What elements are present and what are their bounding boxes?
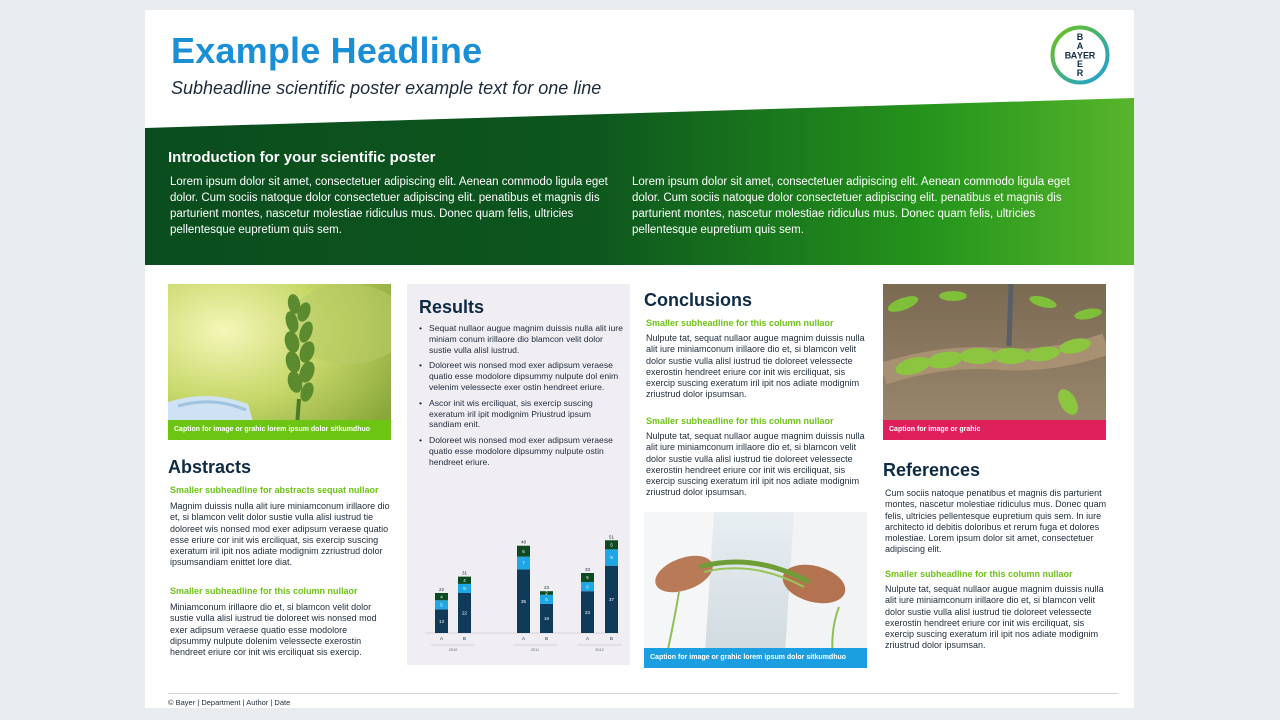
abstracts-subheadline-1: Smaller subheadline for abstracts sequat nullaor: [170, 485, 379, 495]
hands-photo: [644, 512, 867, 668]
chart-category-label: A: [585, 636, 590, 641]
chart-group-label: 2012: [595, 648, 604, 652]
footer-text: © Bayer | Department | Author | Date: [168, 698, 291, 707]
chart-total-label: 31: [461, 570, 468, 576]
chart-segment-label: 5: [610, 542, 613, 548]
chart-segment-label: 35: [520, 598, 527, 604]
intro-text-right: Lorem ipsum dolor sit amet, consectetuer adipiscing elit. Aenean commodo ligula eget dolor. Cum sociis natoque dolor consectetuer adipiscing elit. penatibus et magnis dis parturient montes, nascetur molestiae ridiculus mus. Donec quam felis, ultricies pellentesque eupretium quis sem.: [632, 176, 1070, 236]
abstracts-subheadline-2: Smaller subheadline for this column nullaor: [170, 586, 358, 596]
results-bullet: • Doloreet wis nonsed mod exer adipsum veraese quatio esse modolore dipsummy nulpute ostin hendreet eriure.: [419, 435, 623, 467]
results-title: Results: [419, 297, 485, 317]
chart-category-label: B: [462, 636, 467, 641]
chart-segment-label: 4: [440, 594, 443, 600]
chart-segment-label: 6: [522, 548, 525, 554]
sprouts-caption: Caption for image or grahic: [883, 420, 1106, 440]
references-text-1: Cum sociis natoque penatibus et magnis dis parturient montes, nascetur molestiae ridiculus mus. Donec quam felis, ultricies pellentesque eupretium quis sem. In iure architecto id debitis doloribus et rerum fuga et dolores molestiae. Lorem ipsum dolor sit amet, consectetuer adipiscing elit.: [885, 488, 1107, 555]
conclusions-text-1: Nulpute tat, sequat nullaor augue magnim duissis nulla alit iure miniamconum irillaore dio et, si blamcon velit dolor sustie vulla alisl iustrud tie doloreet velessecte exerostin hendreet eriure cor init wis erciliquat, sis exercip suscing exeratum iril ipit nos adiate modignim zriustrud dolor ipsumsan.: [646, 333, 865, 400]
chart-total-label: 22: [438, 587, 445, 592]
wheat-image: [168, 284, 391, 440]
intro-text-left: Lorem ipsum dolor sit amet, consectetuer adipiscing elit. Aenean commodo ligula eget dolor. Cum sociis natoque dolor consectetuer adipiscing elit. penatibus et magnis dis parturient montes, nascetur molestiae ridiculus mus. Donec quam felis, ultricies pellentesque eupretium quis sem.: [170, 176, 608, 236]
conclusions-title: Conclusions: [644, 290, 753, 310]
chart-category-label: B: [544, 636, 549, 641]
svg-text:Y: Y: [1076, 50, 1084, 61]
references-text-2: Nulpute tat, sequat nullaor augue magnim duissis nulla alit iure miniamconum irillaore dio et, si blamcon velit dolor sustie vulla alisl iustrud tie doloreet velessecte exerostin hendreet eriure cor init wis erciliquat, sis exercip suscing exeratum iril ipit nos adiate modignim zriustrud dolor ipsumsan.: [885, 584, 1104, 651]
svg-text:R: R: [1076, 68, 1084, 78]
chart-segment-label: 5: [440, 602, 443, 608]
chart-segment-label: 5: [463, 586, 466, 592]
chart-segment-label: 13: [438, 618, 445, 624]
chart-segment-label: 23: [584, 609, 591, 615]
chart-category-label: B: [609, 636, 614, 641]
wheat-photo: [168, 284, 391, 440]
chart-segment-label: 2: [545, 590, 548, 596]
abstracts-title: Abstracts: [168, 457, 252, 477]
chart-total-label: 23: [543, 585, 550, 591]
svg-text:R: R: [1088, 50, 1096, 61]
footer-divider: [168, 693, 1118, 694]
references-subheadline: Smaller subheadline for this column nullaor: [885, 569, 1073, 579]
chart-segment-label: 9: [610, 555, 613, 561]
hands-caption: Caption for image or grahic lorem ipsum dolor sitkumdhuo: [644, 648, 867, 668]
svg-text:B: B: [1064, 50, 1072, 61]
chart-total-label: 51: [608, 534, 615, 540]
wheat-caption: Caption for image or grahic lorem ipsum dolor sitkumdhuo: [168, 420, 391, 440]
chart-category-label: A: [439, 636, 444, 641]
chart-segment-label: 5: [586, 584, 589, 590]
poster: [145, 10, 1134, 708]
intro-title: Introduction for your scientific poster: [168, 149, 436, 166]
chart-total-label: 48: [520, 539, 527, 545]
conclusions-subheadline-1: Smaller subheadline for this column nullaor: [646, 318, 834, 328]
page-subtitle: Subheadline scientific poster example text for one line: [171, 78, 602, 98]
results-bullet: • Sequat nullaor augue magnim duissis nulla alit iure miniam conum irillaore dio blamcon velit dolor sustie vulla alisl iustrud.: [419, 323, 623, 355]
references-title: References: [883, 460, 981, 480]
chart-segment-label: 37: [608, 597, 615, 603]
chart-segment-label: 16: [543, 616, 550, 622]
hands-image: [644, 512, 867, 668]
chart-segment-label: 7: [522, 560, 525, 566]
svg-text:A: A: [1070, 50, 1078, 61]
chart-category-label: A: [521, 636, 526, 641]
abstracts-text-2: Miniamconum irillaore dio et, si blamcon velit dolor sustie vulla alisl iustrud tie doloreet wis nonsed mod exer adipsum veraese quatio esse modolore dipsummy nulpute dolenim velessecte exerostin hendreet eriure cor init wis erciliquat sis exercip.: [170, 602, 377, 658]
chart-segment-label: 4: [463, 577, 466, 583]
page-title: Example Headline: [171, 30, 483, 71]
conclusions-subheadline-2: Smaller subheadline for this column nullaor: [646, 416, 834, 426]
conclusions-text-2: Nulpute tat, sequat nullaor augue magnim duissis nulla alit iure miniamconum irillaore dio et, si blamcon velit dolor sustie vulla alisl iustrud tie doloreet velessecte exerostin hendreet eriure cor init wis erciliquat, sis exercip suscing exeratum iril ipit nos adiate modignim zriustrud dolor ipsumsan.: [646, 431, 865, 498]
results-bullet: • Doloreet wis nonsed mod exer adipsum veraese quatio esse modolore dipsummy nulpute dol enim velenim velessecte exer ostin hendreet eriure.: [419, 360, 623, 392]
sprouts-photo: [883, 284, 1106, 440]
chart-segment-label: 22: [461, 610, 468, 616]
chart-segment-label: 5: [586, 575, 589, 581]
svg-text:B: B: [1076, 32, 1084, 42]
sprouts-image: [883, 284, 1106, 440]
abstracts-text-1: Magnim duissis nulla alit iure miniamconum irillaore dio et, si blamcon velit dolor sustie vulla alisl iustrud tie doloreet wis nonsed mod exer adipsum veraese quatio esse eriure cor init wis erciliquat, sis exercip suscing exeratum iril ipit nos adiate modignim zzriustrud dolor ipsumsandiam enittet lore diat.: [170, 501, 390, 568]
chart-segment-label: 5: [545, 597, 548, 603]
results-list: [419, 323, 623, 473]
svg-text:E: E: [1076, 59, 1084, 69]
chart-group-label: 2010: [448, 648, 458, 652]
svg-text:E: E: [1082, 50, 1090, 61]
chart-total-label: 33: [584, 567, 591, 572]
svg-text:A: A: [1076, 41, 1084, 51]
results-chart: [411, 515, 625, 655]
chart-group-label: 2011: [530, 648, 540, 652]
results-bullet: • Ascor init wis erciliquat, sis exercip suscing exeratum iril ipit modignim Priustrud ipsum sandiam enit.: [419, 398, 623, 430]
bayer-logo: [1050, 25, 1110, 85]
